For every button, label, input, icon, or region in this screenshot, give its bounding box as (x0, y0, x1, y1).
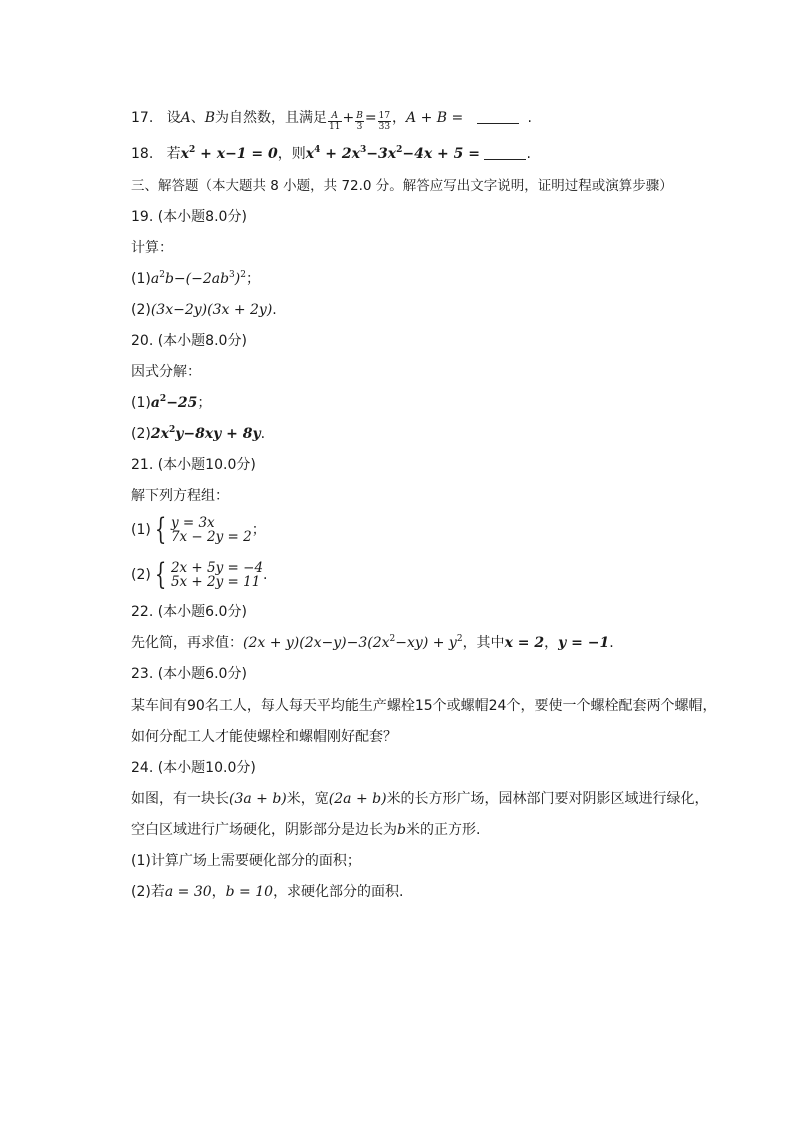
math-expression: $2x^2y-8xy + 8y$ (150, 425, 261, 442)
text: ， (544, 635, 559, 651)
text: 米的长方形广场，园林部门要对阴影区域进行绿化， (386, 791, 709, 807)
question-20-part-1 (131, 393, 211, 413)
math-expression: (3x−2y)(3x + 2y) (150, 302, 273, 318)
math-expression: $a^2-25$ (150, 394, 198, 411)
math-part: x (180, 146, 189, 162)
var: A (180, 110, 191, 126)
question-18 (131, 144, 531, 164)
question-number: 18. (131, 146, 154, 162)
denominator: 3 (356, 122, 363, 132)
text: . (272, 302, 277, 318)
text: 米的正方形. (405, 822, 481, 838)
equation: 5x + 2y = 11 (170, 574, 261, 590)
text: (2)若 (131, 884, 165, 900)
text: ， (211, 884, 226, 900)
text: ； (245, 271, 260, 287)
math-expression: b = 10 (225, 884, 274, 900)
answer-blank[interactable] (484, 145, 526, 160)
math-expression: $x^2 + x-1 = 0$ (180, 145, 278, 162)
numerator: A (328, 111, 341, 122)
question-21-intro: 解下列方程组： (131, 488, 229, 504)
fraction (355, 111, 364, 132)
text: 设 (166, 110, 181, 126)
operator: + (342, 110, 355, 126)
math-expression: x = 2 (504, 635, 545, 651)
question-19-part-2 (131, 300, 277, 320)
question-23-header: 23. (本小题6.0分) (131, 666, 247, 682)
text: ， (392, 110, 407, 126)
text: 米，宽 (286, 791, 329, 807)
question-23-line-2: 如何分配工人才能使螺栓和螺帽刚好配套？ (131, 729, 397, 745)
question-24-line-1 (131, 789, 709, 809)
var: B (204, 110, 216, 126)
question-22-body (131, 633, 614, 653)
math-part: −25 (166, 395, 198, 411)
text: 、 (190, 110, 205, 126)
question-24-line-2 (131, 820, 480, 840)
math-part: −xy) + y (395, 635, 457, 651)
question-19-part-1 (131, 269, 260, 289)
text: 为自然数，且满足 (215, 110, 328, 126)
fraction (378, 111, 391, 132)
math-expression: $a^2b-(-2ab^3)^2$ (150, 270, 246, 287)
math-part: ) (234, 271, 241, 287)
question-20-header: 20. (本小题8.0分) (131, 333, 247, 349)
answer-blank[interactable] (477, 109, 519, 124)
question-23-line-1: 某车间有90名工人，每人每天平均能生产螺栓15个或螺帽24个，要使一个螺栓配套两个螺帽， (131, 698, 717, 714)
math-part: b−(−2ab (164, 271, 230, 287)
math-expression: A + B = (406, 110, 464, 126)
text: 若 (166, 146, 181, 162)
math-part: −3x (366, 146, 397, 162)
part-label: (2) (131, 302, 151, 318)
math-expression: (2a + b) (328, 791, 387, 807)
math-part: −4x + 5 = (402, 146, 480, 162)
text: . (260, 426, 266, 442)
equation-system (151, 512, 252, 547)
part-label: (2) (131, 426, 151, 442)
question-17 (131, 108, 532, 132)
fraction (328, 111, 341, 132)
math-part: a (150, 395, 160, 411)
part-label: (2) (131, 567, 151, 583)
part-label: (1) (131, 522, 151, 538)
text: . (527, 110, 532, 126)
math-expression: $x^4 + 2x^3-3x^2-4x + 5$ = (305, 145, 480, 162)
question-19-intro: 计算： (131, 240, 173, 256)
text: ，则 (277, 146, 306, 162)
section-title: 三、解答题（本大题共 8 小题，共 72.0 分。解答应写出文字说明，证明过程或演算步骤） (131, 178, 673, 194)
math-expression: $(2x + y)(2x-y)-3(2x^2-xy) + y^2$ (243, 634, 463, 651)
math-part: (2x + y)(2x−y)−3(2x (243, 635, 390, 651)
text: . (609, 635, 614, 651)
math-part: + x−1 = 0 (195, 146, 278, 162)
equation: 7x − 2y = 2 (170, 529, 252, 545)
math-part: + 2x (320, 146, 360, 162)
brace-icon: { (154, 557, 167, 592)
math-expression: y = −1 (558, 635, 610, 651)
text: . (263, 567, 268, 583)
brace-icon: { (154, 512, 167, 547)
question-21-part-1 (131, 512, 266, 547)
text: ，求硬化部分的面积. (273, 884, 404, 900)
text: ，其中 (462, 635, 505, 651)
math-expression: a = 30 (164, 884, 212, 900)
numerator: B (356, 111, 363, 121)
denominator: 33 (378, 122, 391, 132)
question-21-part-2 (131, 557, 268, 592)
question-number: 17. (131, 110, 154, 126)
part-label: (1) (131, 271, 151, 287)
text: ； (251, 522, 266, 538)
question-24-part-1: (1)计算广场上需要硬化部分的面积； (131, 853, 361, 869)
math-part: 2x (150, 426, 169, 442)
question-22-header: 22. (本小题6.0分) (131, 604, 247, 620)
math-expression: (3a + b) (229, 791, 287, 807)
part-label: (1) (131, 395, 151, 411)
math-part: y−8xy + 8y (175, 426, 261, 442)
operator: = (364, 110, 377, 126)
question-20-part-2 (131, 424, 265, 444)
math-part: a (150, 271, 160, 287)
equation: 2x + 5y = −4 (170, 560, 264, 576)
math-part: x (305, 146, 315, 162)
math-expression: b (397, 822, 406, 838)
text: 如图，有一块长 (131, 791, 229, 807)
text: ； (197, 395, 212, 411)
text: 空白区域进行广场硬化，阴影部分是边长为 (131, 822, 397, 838)
question-19-header: 19. (本小题8.0分) (131, 209, 247, 225)
text: 先化简，再求值： (131, 635, 243, 651)
equation: y = 3x (170, 515, 215, 531)
question-24-header: 24. (本小题10.0分) (131, 760, 256, 776)
question-20-intro: 因式分解： (131, 364, 201, 380)
question-21-header: 21. (本小题10.0分) (131, 457, 256, 473)
numerator: 17 (378, 111, 391, 121)
text: . (526, 146, 531, 162)
question-24-part-2 (131, 882, 404, 902)
denominator: 11 (329, 122, 341, 132)
equation-system (151, 557, 264, 592)
